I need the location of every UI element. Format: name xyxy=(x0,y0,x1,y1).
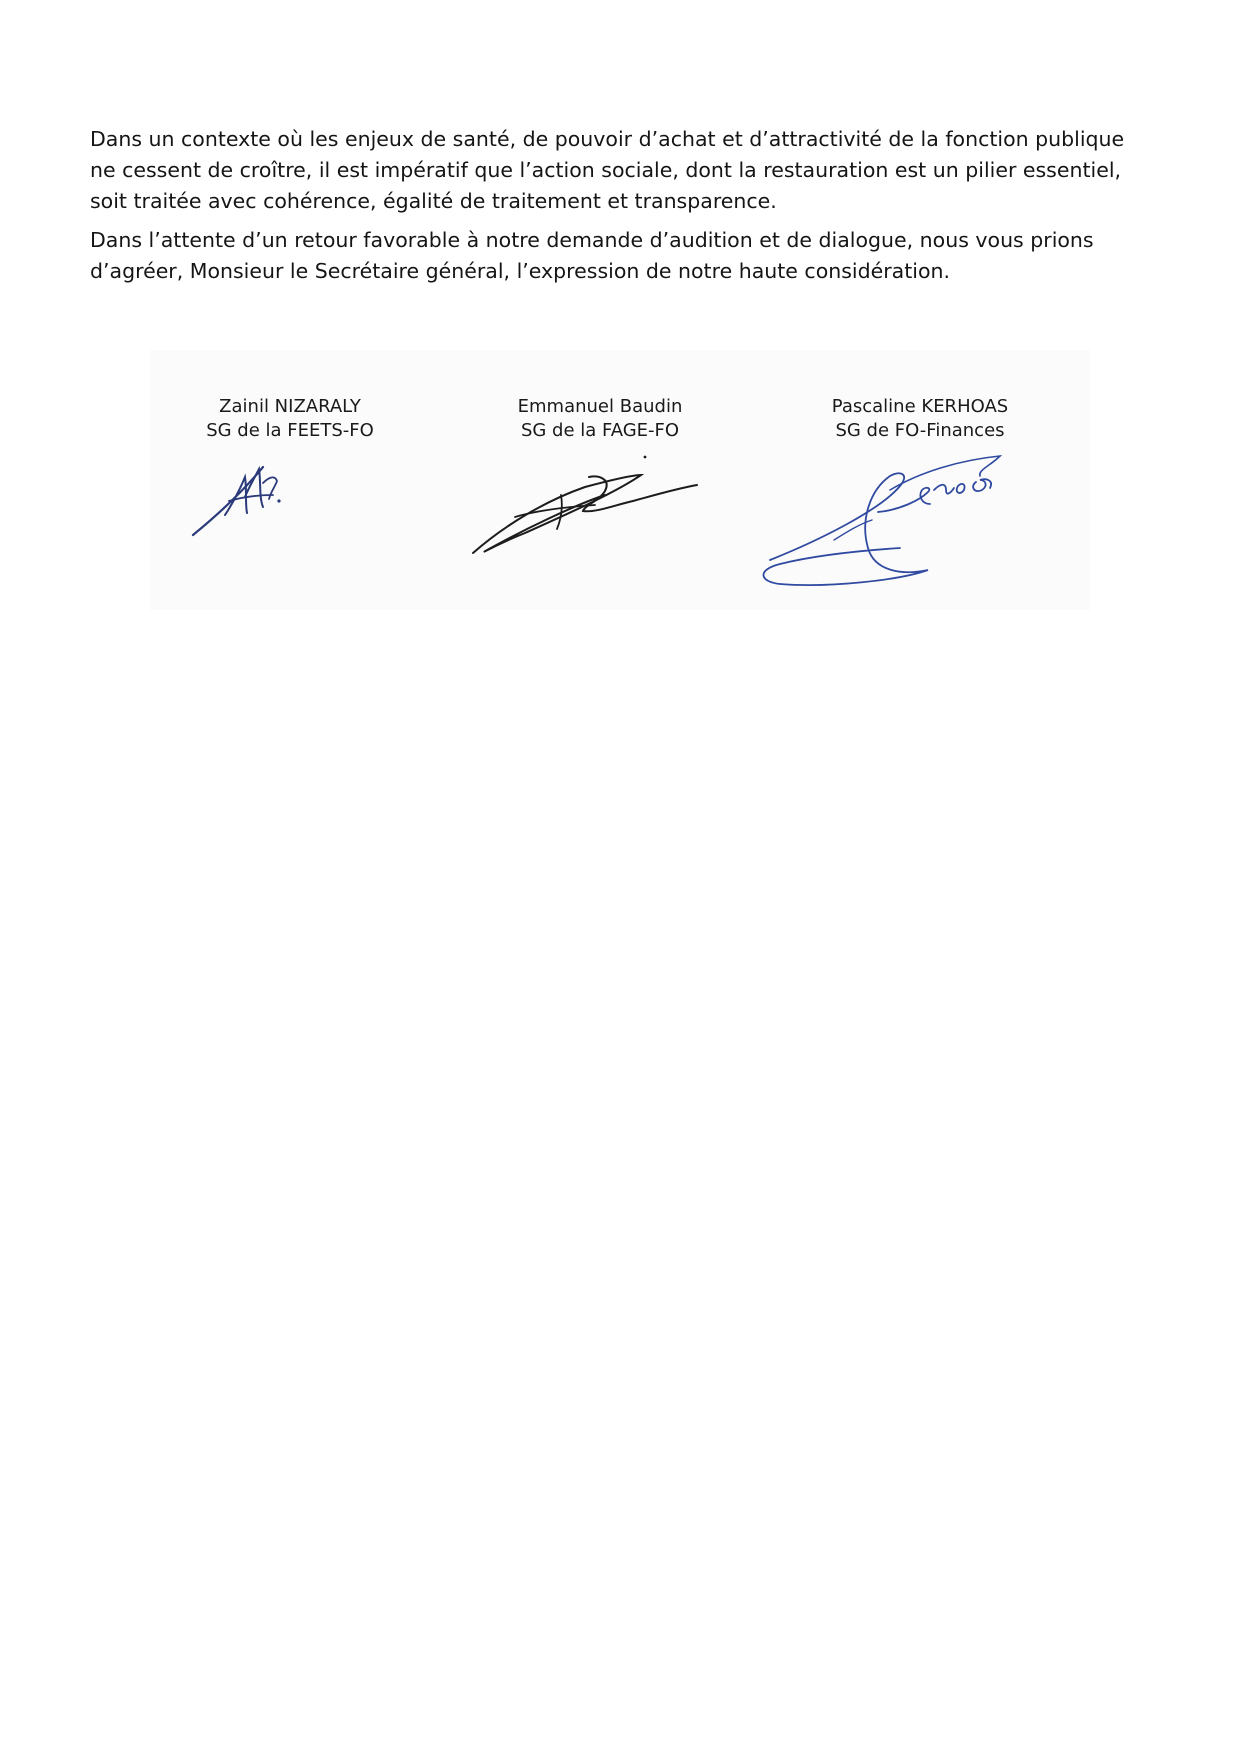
signatory-role: SG de la FAGE-FO xyxy=(520,420,680,441)
signature-block xyxy=(150,350,1090,610)
closing-paragraph-salutation: Dans l’attente d’un retour favorable à notre demande d’audition et de dialogue, nous vous prions d’agréer, Monsieur le Secrétaire général, l’expression de notre haute considération. xyxy=(90,228,1094,283)
handwritten-signature-baudin xyxy=(465,445,705,565)
signatory-baudin xyxy=(470,395,730,443)
closing-paragraph-context: Dans un contexte où les enjeux de santé, de pouvoir d’achat et d’attractivité de la fonction publique ne cessent de croître, il est impératif que l’action sociale, dont la restauration est un pilier essentiel, soit traitée avec cohérence, égalité de traitement et transparence. xyxy=(90,127,1125,213)
signatory-role: SG de la FEETS-FO xyxy=(206,420,374,441)
signatory-name: Zainil NIZARALY xyxy=(219,396,361,417)
handwritten-signature-kerhoas xyxy=(750,430,1010,590)
handwritten-signature-nizaraly xyxy=(185,455,315,545)
letter-body xyxy=(90,124,1150,295)
signatory-name: Pascaline KERHOAS xyxy=(831,396,1009,417)
signatory-name: Emmanuel Baudin xyxy=(517,396,683,417)
signatory-nizaraly xyxy=(170,395,410,443)
signatory-role: SG de FO-Finances xyxy=(835,420,1005,441)
